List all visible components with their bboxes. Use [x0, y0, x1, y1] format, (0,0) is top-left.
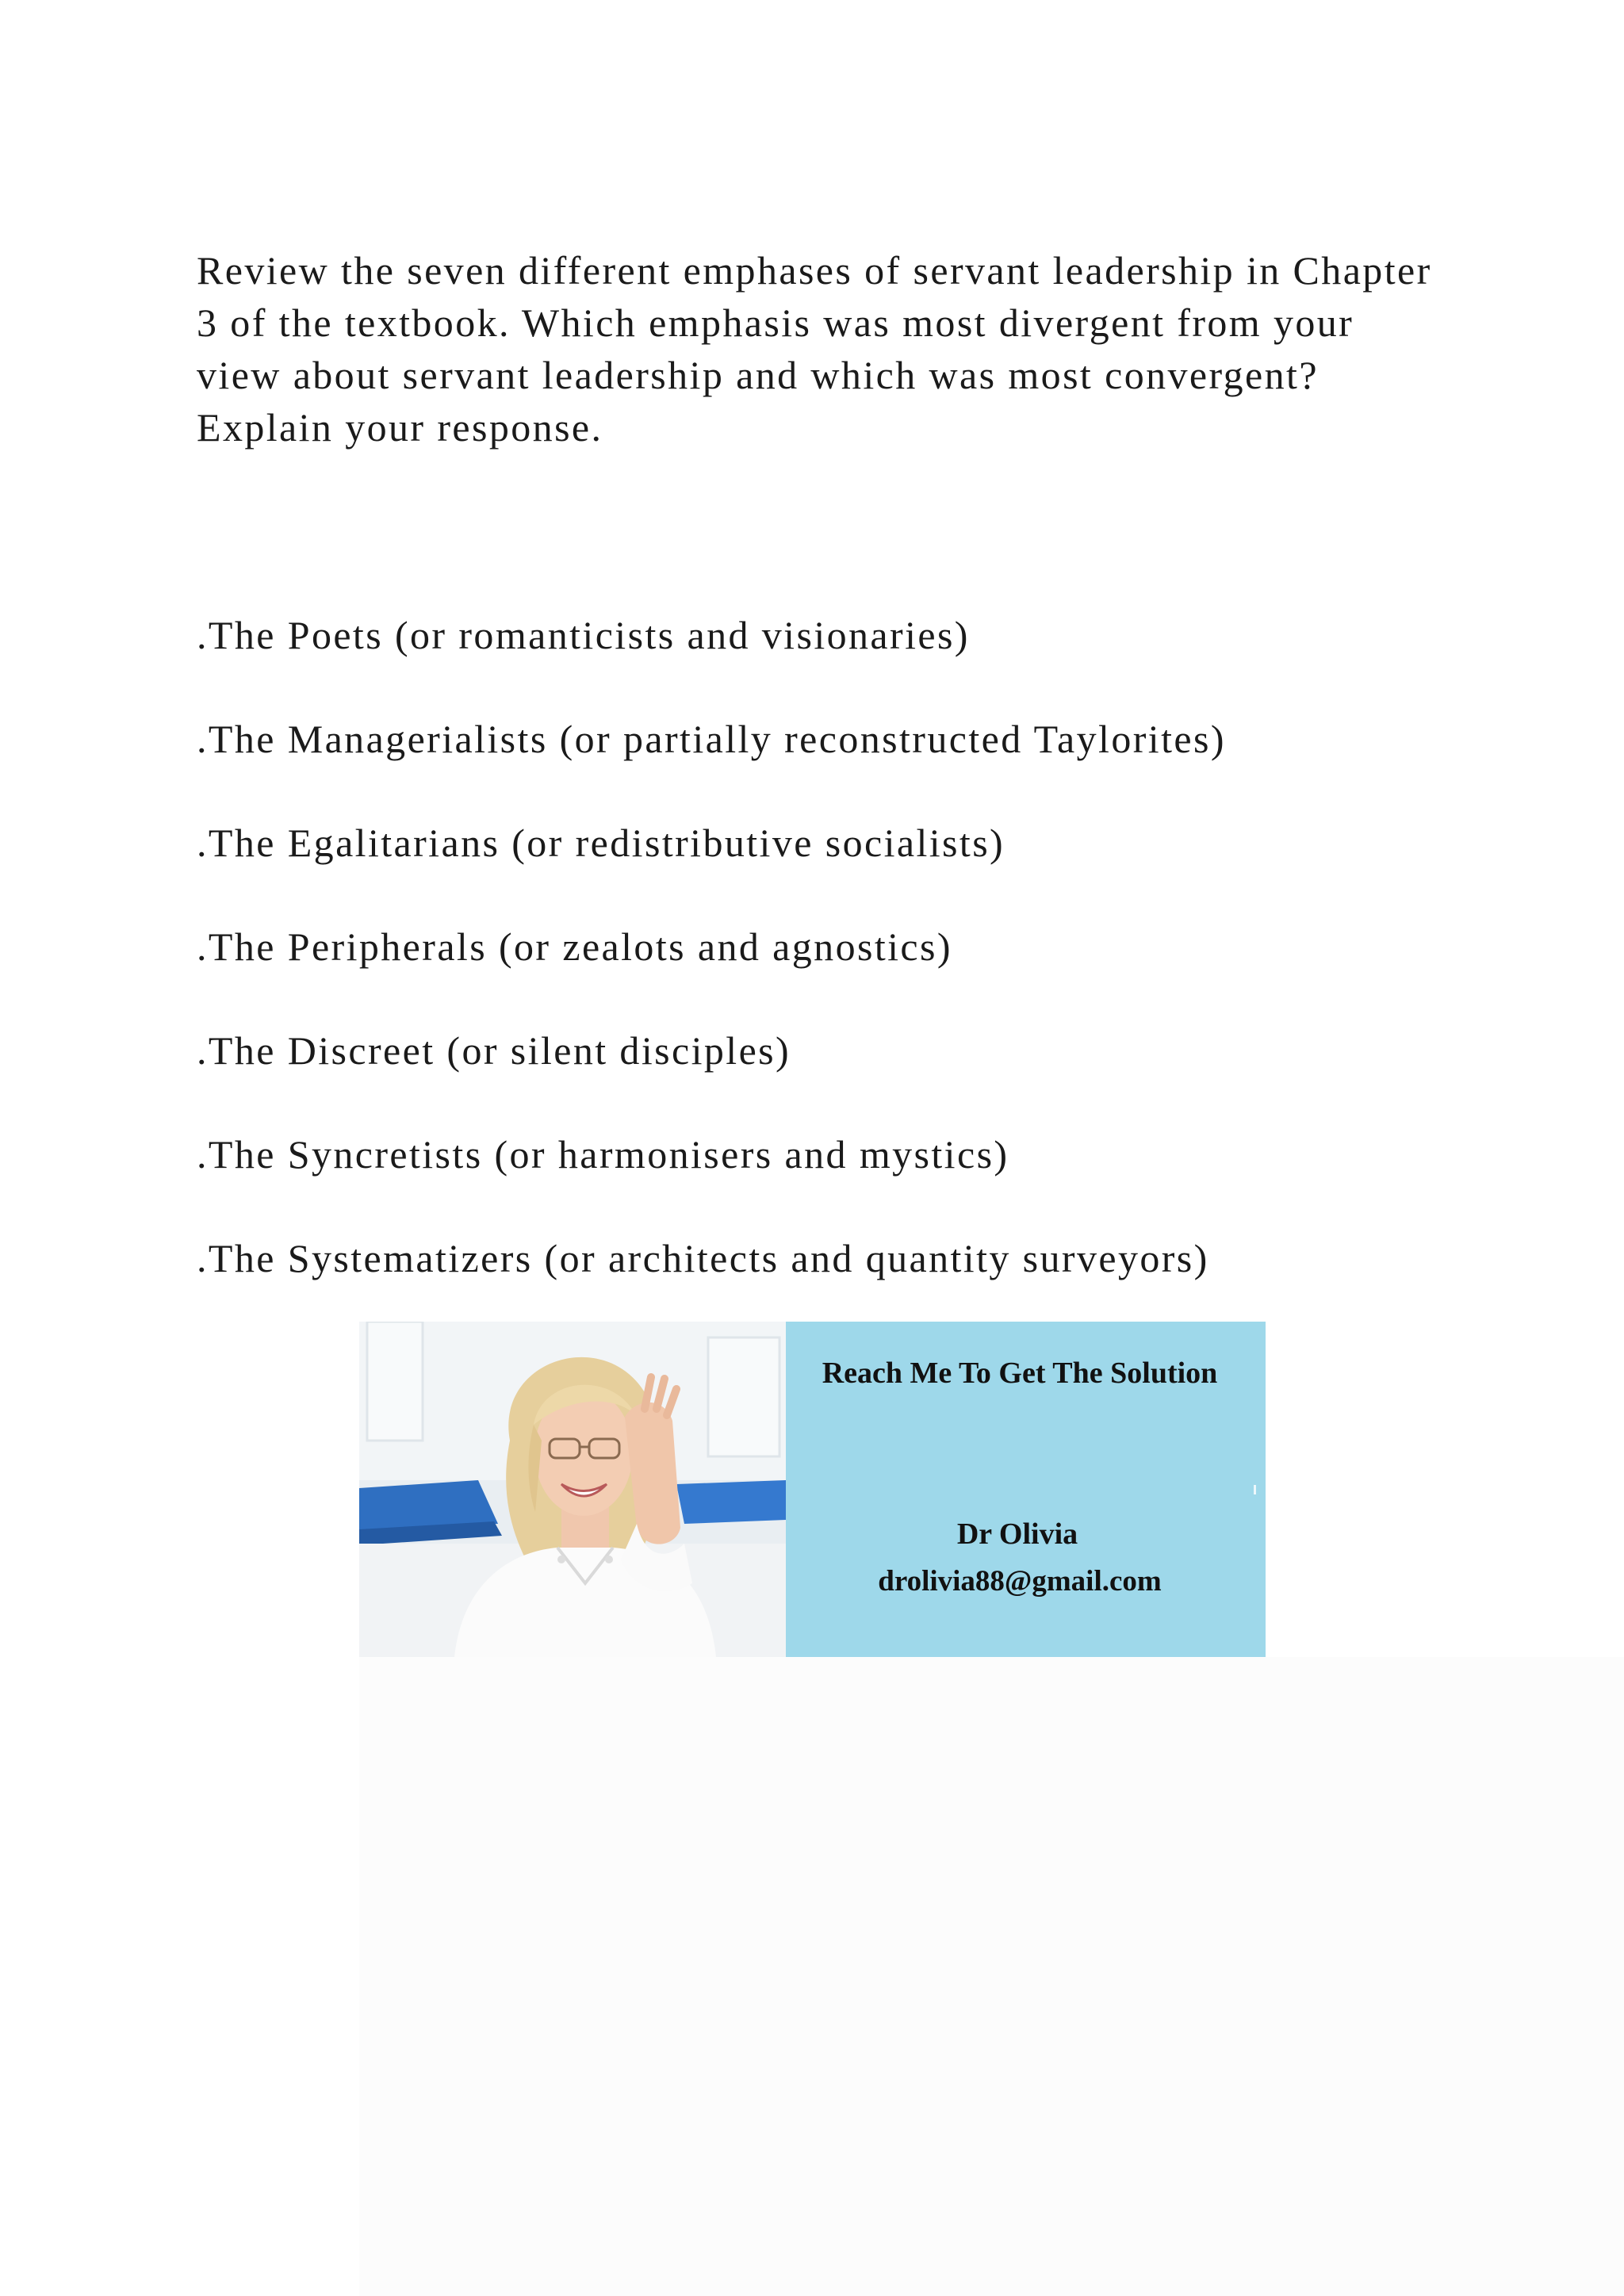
woman-photo-icon	[359, 1322, 786, 1657]
contact-banner	[359, 1322, 1266, 1657]
question-paragraph: Review the seven different emphases of servant leadership in Chapter 3 of the textbook. Which emphasis was most divergent from your view about servant leadership and which was most convergent? Explain your response.	[197, 248, 1432, 450]
emphasis-item-peripherals: .The Peripherals (or zealots and agnostics)	[197, 924, 952, 969]
emphasis-item-syncretists: .The Syncretists (or harmonisers and mystics)	[197, 1132, 1009, 1177]
emphases-list	[197, 609, 1226, 1336]
emphasis-item-systematizers: .The Systematizers (or architects and quantity surveyors)	[197, 1236, 1209, 1280]
panel-mark	[1254, 1485, 1256, 1494]
emphasis-item-egalitarians: .The Egalitarians (or redistributive socialists)	[197, 821, 1005, 865]
contact-panel	[786, 1322, 1266, 1657]
solution-headline: Reach Me To Get The Solution	[822, 1357, 1218, 1390]
emphasis-item-poets: .The Poets (or romanticists and visionaries)	[197, 613, 970, 657]
emphasis-item-managerialists: .The Managerialists (or partially reconstructed Taylorites)	[197, 717, 1226, 761]
contact-name: Dr Olivia	[956, 1517, 1078, 1551]
contact-email: drolivia88@gmail.com	[878, 1565, 1162, 1598]
background-shade	[359, 1657, 1624, 2296]
emphasis-item-discreet: .The Discreet (or silent disciples)	[197, 1028, 791, 1073]
